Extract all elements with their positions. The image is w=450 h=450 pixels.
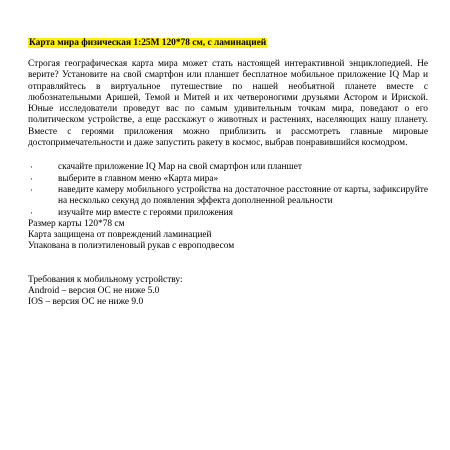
requirement-line: IOS – версия ОС не ниже 9.0 bbox=[28, 297, 144, 308]
list-item bbox=[28, 185, 428, 208]
spec-line: Упакована в полиэтиленовый рукав с европодвесом bbox=[28, 241, 235, 252]
spec-line: Размер карты 120*78 см bbox=[28, 218, 125, 229]
step-text: скачайте приложение IQ Map на свой смартфон или планшет bbox=[58, 162, 302, 173]
specs-block bbox=[28, 219, 428, 253]
step-text: выберите в главном меню «Карта мира» bbox=[58, 173, 219, 184]
bullet-icon: · bbox=[30, 207, 33, 218]
spacer bbox=[28, 253, 428, 275]
instruction-list bbox=[28, 162, 428, 218]
step-text: изучайте мир вместе с героями приложения bbox=[58, 207, 233, 218]
bullet-icon: · bbox=[30, 184, 33, 195]
title-line bbox=[28, 38, 428, 49]
requirements-block bbox=[28, 275, 428, 309]
list-item bbox=[28, 174, 428, 185]
document-page bbox=[28, 38, 428, 309]
list-item bbox=[28, 162, 428, 173]
requirements-heading: Требования к мобильному устройству: bbox=[28, 274, 183, 285]
intro-paragraph: Строгая географическая карта мира может стать настоящей интерактивной энциклопедией. Не верите? Установите на свой смартфон или планшет бесплатное мобильное приложение IQ Map и отправляйтесь в виртуальное путешествие по нашей необъятной планете вместе с любознательными Аришей, Темой и Митей и их четвероногими друзьями Астором и Ириской. Юные исследователи проведут вас по самым удивительным точкам мира, поведают о его политическом устройстве, а еще расскажут о животных и растениях, населяющих нашу планету. Вместе с героями приложения можно приблизить и рассмотреть главные мировые достопримечательности и даже запустить ракету в космос, выбрав понравившийся космодром. bbox=[28, 59, 428, 149]
requirement-line: Android – версия ОС не ниже 5.0 bbox=[28, 286, 160, 297]
bullet-icon: · bbox=[30, 162, 33, 173]
step-text: наведите камеру мобильного устройства на достаточное расстояние от карты, зафиксируйте на несколько секунд до появления эффекта дополненной реальности bbox=[58, 184, 428, 207]
product-title: Карта мира физическая 1:25М 120*78 см, с ламинацией bbox=[29, 38, 267, 48]
bullet-icon: · bbox=[30, 173, 33, 184]
spec-line: Карта защищена от повреждений ламинацией bbox=[28, 230, 212, 241]
list-item bbox=[28, 208, 428, 219]
